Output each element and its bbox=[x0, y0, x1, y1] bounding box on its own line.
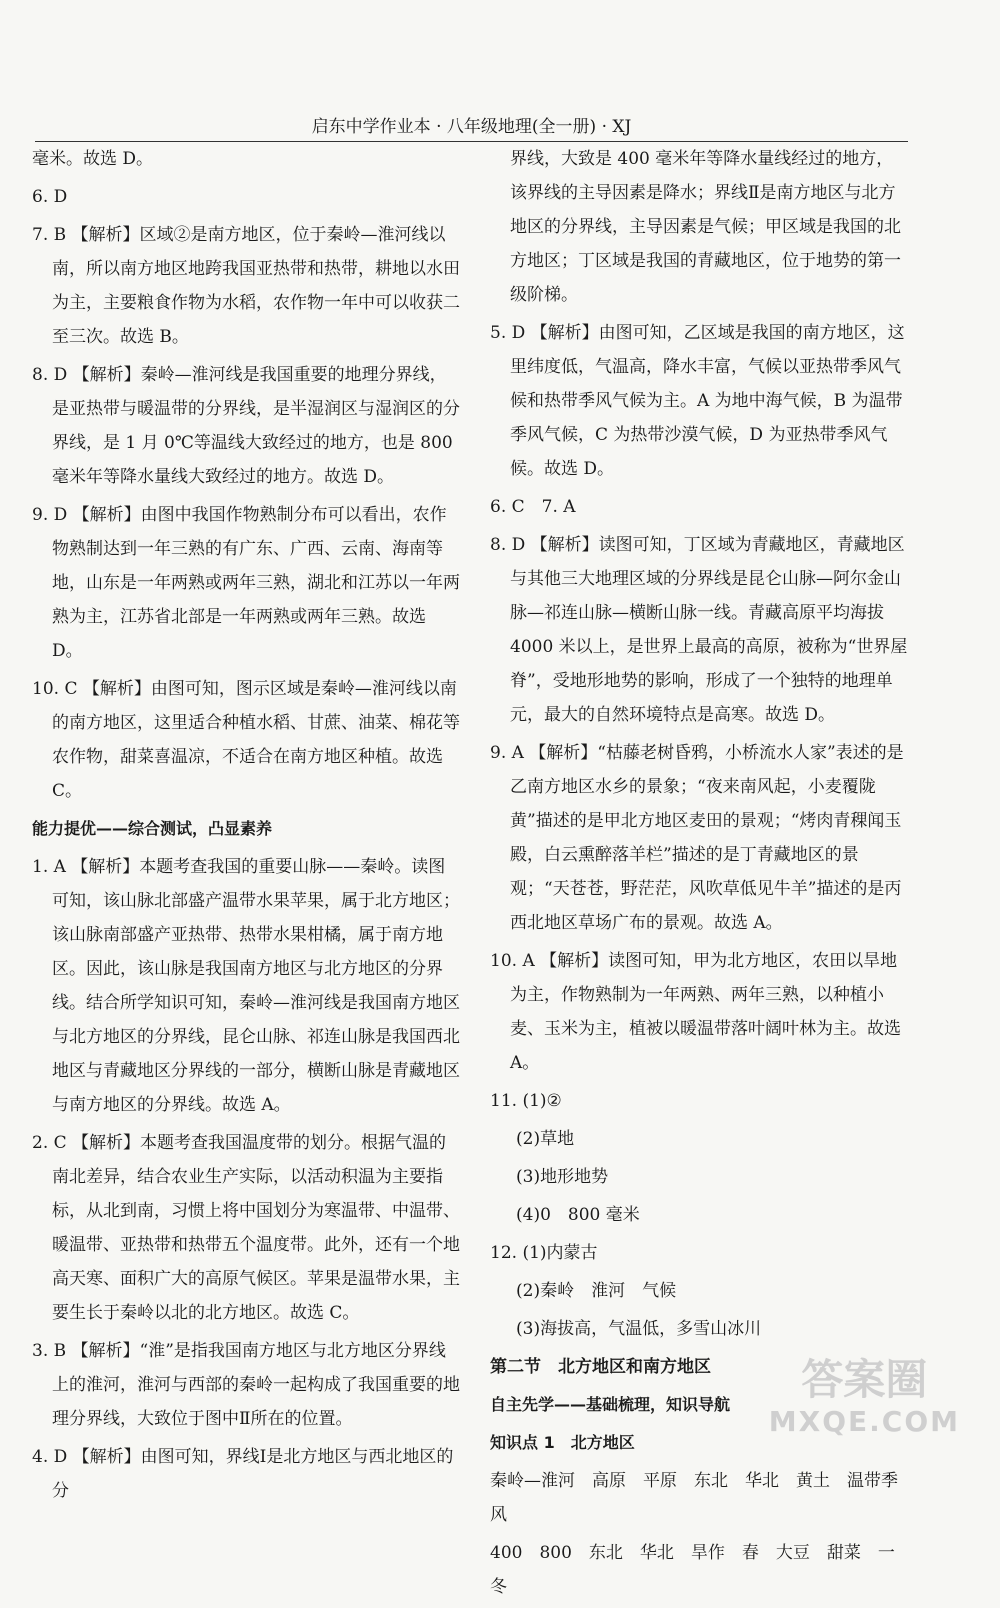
answer-line: 7. B 【解析】区域②是南方地区，位于秦岭—淮河线以南，所以南方地区地跨我国亚热带和热带，耕地以水田为主，主要粮食作物为水稻，农作物一年中可以收获二至三次。故选 B。 bbox=[32, 225, 460, 347]
answer-line: (3)地形地势 bbox=[516, 1167, 609, 1187]
answer-line: 8. D 【解析】读图可知，丁区域为青藏地区，青藏地区与其他三大地理区域的分界线是昆仑山脉—阿尔金山脉—祁连山脉—横断山脉一线。青藏高原平均海拔 4000 米以上，是世界上最高的高原，被称为“世界屋脊”，受地形地势的影响，形成了一个独特的地理单元，最大的自然环境特点是高寒。故选 D。 bbox=[490, 535, 908, 725]
answer-line: 10. C 【解析】由图可知，图示区域是秦岭—淮河线以南的南方地区，这里适合种植水稻、甘蔗、油菜、棉花等农作物，甜菜喜温凉，不适合在南方地区种植。故选 C。 bbox=[32, 679, 460, 801]
answer-line: 界线，大致是 400 毫米年等降水量线经过的地方，该界线的主导因素是降水；界线Ⅱ是南方地区与北方地区的分界线，主导因素是气候；甲区域是我国的北方地区；丁区域是我国的青藏地区，位于地势的第一级阶梯。 bbox=[510, 149, 901, 305]
left-column bbox=[32, 142, 462, 1512]
answer-line: 6. C 7. A bbox=[490, 497, 576, 517]
answer-line: 12. (1)内蒙古 bbox=[490, 1243, 598, 1263]
page-header bbox=[35, 112, 908, 142]
answer-line: (3)海拔高，气温低，多雪山冰川 bbox=[516, 1319, 762, 1339]
section-title: 第二节 北方地区和南方地区 bbox=[490, 1357, 711, 1377]
answer-line: 400 800 东北 华北 旱作 春 大豆 甜菜 一 冬 bbox=[490, 1543, 912, 1597]
answer-line: (2)秦岭 淮河 气候 bbox=[516, 1281, 677, 1301]
answer-line: 6. D bbox=[32, 187, 68, 207]
answer-line: 1. A 【解析】本题考查我国的重要山脉——秦岭。读图可知，该山脉北部盛产温带水果苹果，属于北方地区；该山脉南部盛产亚热带、热带水果柑橘，属于南方地区。因此，该山脉是我国南方地区与北方地区的分界线。结合所学知识可知，秦岭—淮河线是我国南方地区与北方地区的分界线，昆仑山脉、祁连山脉是我国西北地区与青藏地区分界线的一部分，横断山脉是青藏地区与南方地区的分界线。故选 A。 bbox=[32, 857, 460, 1115]
answer-line: 毫米。故选 D。 bbox=[32, 149, 154, 169]
answer-line: 2. C 【解析】本题考查我国温度带的划分。根据气温的南北差异，结合农业生产实际，以活动积温为主要指标，从北到南，习惯上将中国划分为寒温带、中温带、暖温带、亚热带和热带五个温度带。此外，还有一个地高天寒、面积广大的高原气候区。苹果是温带水果，主要生长于秦岭以北的北方地区。故选 C。 bbox=[32, 1133, 460, 1323]
answer-line: 8. D 【解析】秦岭—淮河线是我国重要的地理分界线，是亚热带与暖温带的分界线，是半湿润区与湿润区的分界线，是 1 月 0℃等温线大致经过的地方，也是 800 毫米年等降水量线大致经过的地方。故选 D。 bbox=[32, 365, 460, 487]
answer-line: (4)0 800 毫米 bbox=[516, 1205, 640, 1225]
answer-line: 9. D 【解析】由图中我国作物熟制分布可以看出，农作物熟制达到一年三熟的有广东、广西、云南、海南等地，山东是一年两熟或两年三熟，湖北和江苏以一年两熟为主，江苏省北部是一年两熟或两年三熟。故选 D。 bbox=[32, 505, 460, 661]
answer-line: 5. D 【解析】由图可知，乙区域是我国的南方地区，这里纬度低，气温高，降水丰富，气候以亚热带季风气候和热带季风气候为主。A 为地中海气候，B 为温带季风气候，C 为热带沙漠气候，D 为亚热带季风气候。故选 D。 bbox=[490, 323, 905, 479]
watermark-logo bbox=[768, 1355, 960, 1443]
answer-line: 秦岭—淮河 高原 平原 东北 华北 黄土 温带季风 bbox=[490, 1471, 898, 1525]
answer-line: 10. A 【解析】读图可知，甲为北方地区，农田以旱地为主，作物熟制为一年两熟、两年三熟，以种植小麦、玉米为主，植被以暖温带落叶阔叶林为主。故选 A。 bbox=[490, 951, 901, 1073]
answer-line: 3. B 【解析】“淮”是指我国南方地区与北方地区分界线上的淮河，淮河与西部的秦岭一起构成了我国重要的地理分界线，大致位于图中Ⅱ所在的位置。 bbox=[32, 1341, 460, 1429]
section-heading: 自主先学——基础梳理，知识导航 bbox=[490, 1395, 731, 1414]
answer-line: (2)草地 bbox=[516, 1129, 575, 1149]
answer-line: 4. D 【解析】由图可知，界线Ⅰ是北方地区与西北地区的分 bbox=[32, 1447, 454, 1501]
answer-line: 11. (1)② bbox=[490, 1091, 562, 1111]
watermark-url: MXQE.COM bbox=[768, 1405, 960, 1438]
watermark-text: 答案圈 bbox=[801, 1355, 928, 1404]
knowledge-point-heading: 知识点 1 北方地区 bbox=[490, 1433, 635, 1452]
section-heading: 能力提优——综合测试，凸显素养 bbox=[32, 819, 273, 838]
answer-line: 9. A 【解析】“枯藤老树昏鸦，小桥流水人家”表述的是乙南方地区水乡的景象；“夜来南风起，小麦覆陇黄”描述的是甲北方地区麦田的景观；“烤肉青稞闻玉殿，白云熏醉落羊栏”描述的是丁青藏地区的景观；“天苍苍，野茫茫，风吹草低见牛羊”描述的是丙西北地区草场广布的景观。故选 A。 bbox=[490, 743, 904, 933]
header-title: 启东中学作业本 · 八年级地理(全一册) · XJ bbox=[311, 117, 632, 137]
